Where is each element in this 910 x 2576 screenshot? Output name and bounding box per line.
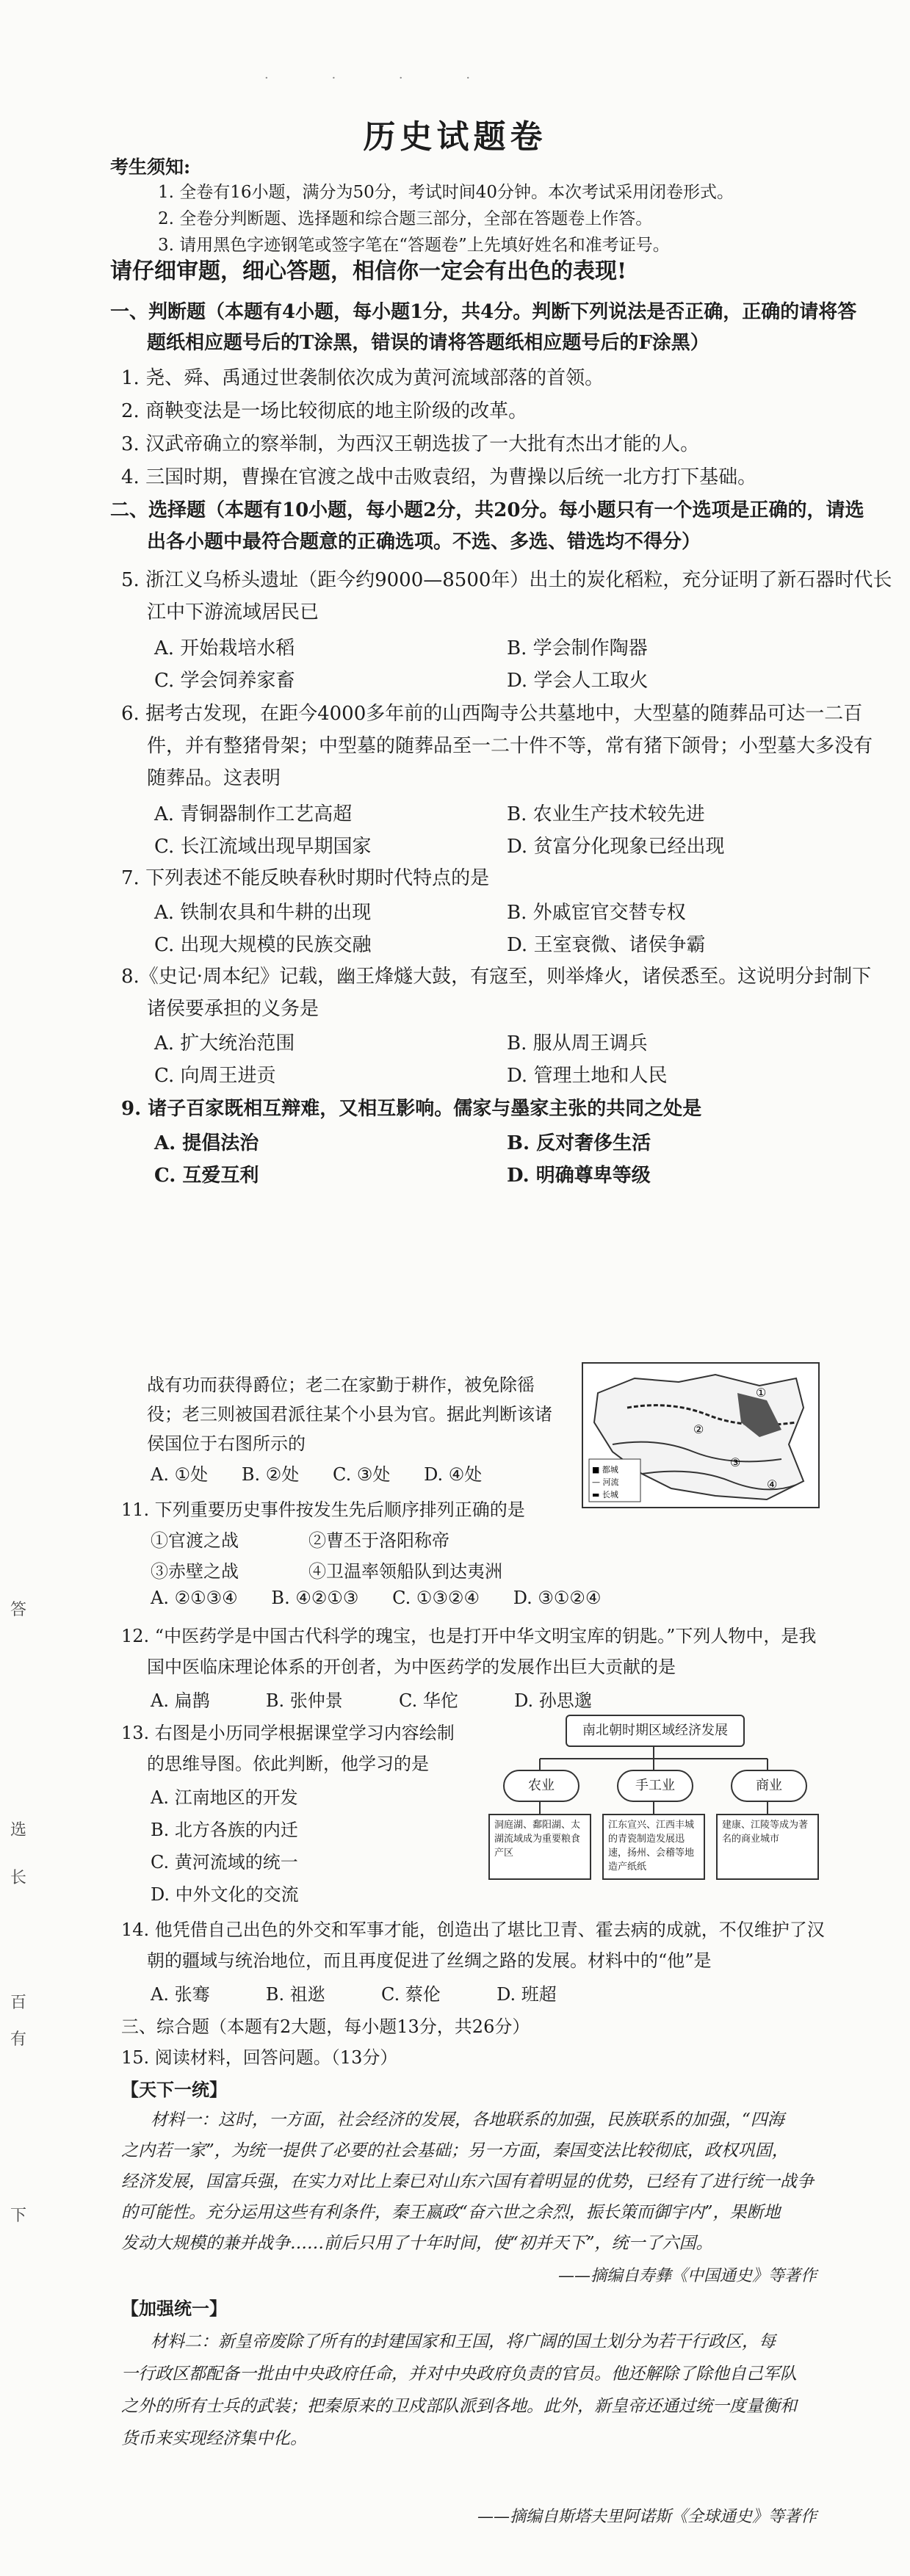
map-figure bbox=[582, 1362, 820, 1508]
part2-heading-2: 出各小题中最符合题意的正确选项。不选、多选、错选均不得分） bbox=[147, 531, 701, 553]
q7-stem: 7. 下列表述不能反映春秋时期时代特点的是 bbox=[121, 867, 490, 889]
margin-char-3: 长 bbox=[10, 1869, 27, 1887]
notice-item-1: 1. 全卷有16小题，满分为50分，考试时间40分钟。本次考试采用闭卷形式。 bbox=[158, 183, 734, 202]
q9-option-c: C. 互爱互利 bbox=[154, 1165, 259, 1187]
notice-heading: 考生须知: bbox=[110, 156, 191, 178]
q12-line-2: 国中医临床理论体系的开创者，为中医药学的发展作出巨大贡献的是 bbox=[147, 1657, 676, 1677]
q11-event-1: ①官渡之战 bbox=[151, 1530, 239, 1551]
material2-line-4: 货币来实现经济集中化。 bbox=[121, 2429, 307, 2448]
q8-stem-2: 诸侯要承担的义务是 bbox=[147, 998, 319, 1020]
q13-option-b: B. 北方各族的内迁 bbox=[151, 1820, 298, 1840]
notice-item-3: 3. 请用黑色字迹钢笔或签字笔在“答题卷”上先填好姓名和准考证号。 bbox=[158, 236, 670, 255]
q8-option-d: D. 管理土地和人民 bbox=[507, 1065, 668, 1087]
mindmap bbox=[485, 1715, 823, 1891]
q13-option-d: D. 中外文化的交流 bbox=[151, 1884, 299, 1905]
judge-item-4: 4. 三国时期，曹操在官渡之战中击败袁绍，为曹操以后统一北方打下基础。 bbox=[121, 466, 757, 488]
q5-option-b: B. 学会制作陶器 bbox=[507, 637, 648, 659]
q6-option-d: D. 贫富分化现象已经出现 bbox=[507, 836, 725, 858]
material1-line-2: 之内若一家”，为统一提供了必要的社会基础；另一方面，秦国变法比较彻底，政权巩固， bbox=[121, 2141, 789, 2160]
map-marker-3: ③ bbox=[730, 1455, 741, 1469]
q6-stem-3: 随葬品。这表明 bbox=[147, 767, 281, 789]
mindmap-root: 南北朝时期区域经济发展 bbox=[566, 1715, 745, 1747]
q9-option-d: D. 明确尊卑等级 bbox=[507, 1165, 651, 1187]
map-marker-4: ④ bbox=[767, 1477, 778, 1491]
block2-title: 【加强统一】 bbox=[121, 2298, 227, 2319]
material1-line-4: 的可能性。充分运用这些有利条件，秦王嬴政“奋六世之余烈，振长策而御宇内”，果断地 bbox=[121, 2203, 781, 2222]
part3-heading: 三、综合题（本题有2大题，每小题13分，共26分） bbox=[121, 2016, 530, 2037]
q9-option-b: B. 反对奢侈生活 bbox=[507, 1132, 651, 1154]
judge-item-2: 2. 商鞅变法是一场比较彻底的地主阶级的改革。 bbox=[121, 400, 528, 422]
material2-line-3: 之外的所有士兵的武装；把秦原来的卫戍部队派到各地。此外，新皇帝还通过统一度量衡和 bbox=[121, 2397, 797, 2416]
q7-option-c: C. 出现大规模的民族交融 bbox=[154, 934, 372, 956]
mindmap-branch-commerce: 商业 bbox=[731, 1770, 807, 1802]
q6-option-a: A. 青铜器制作工艺高超 bbox=[154, 803, 353, 825]
q12-options: A. 扁鹊 B. 张仲景 C. 华佗 D. 孙思邈 bbox=[151, 1690, 592, 1711]
top-marks: · · · · bbox=[264, 70, 500, 86]
q14-line-1: 14. 他凭借自己出色的外交和军事才能，创造出了堪比卫青、霍去病的成就，不仅维护了汉 bbox=[121, 1920, 825, 1940]
margin-char-2: 选 bbox=[10, 1821, 27, 1839]
part2-heading-1: 二、选择题（本题有10小题，每小题2分，共20分。每小题只有一个选项是正确的，请选 bbox=[110, 499, 864, 521]
mindmap-branch-handicraft: 手工业 bbox=[617, 1770, 693, 1802]
mindmap-branch-agriculture: 农业 bbox=[503, 1770, 579, 1802]
map-marker-2: ② bbox=[693, 1422, 704, 1436]
q8-option-b: B. 服从周王调兵 bbox=[507, 1032, 648, 1054]
notice-item-2: 2. 全卷分判断题、选择题和综合题三部分，全部在答题卷上作答。 bbox=[158, 209, 653, 228]
q6-stem-2: 件，并有整猪骨架；中型墓的随葬品至一二十件不等，常有猪下颌骨；小型墓大多没有 bbox=[147, 735, 873, 757]
q13-option-a: A. 江南地区的开发 bbox=[151, 1787, 298, 1808]
material1-line-5: 发动大规模的兼并战争……前后只用了十年时间，使“初并天下”，统一了六国。 bbox=[121, 2234, 713, 2253]
q5-stem-2: 江中下游流域居民已 bbox=[147, 601, 319, 623]
material2-source: ——摘编自斯塔夫里阿诺斯《全球通史》等著作 bbox=[477, 2508, 817, 2526]
q13-line-1: 13. 右图是小历同学根据课堂学习内容绘制 bbox=[121, 1723, 455, 1743]
material2-line-2: 一行政区都配备一批由中央政府任命，并对中央政府负责的官员。他还解除了除他自己军队 bbox=[121, 2365, 797, 2384]
q8-option-c: C. 向周王进贡 bbox=[154, 1065, 276, 1087]
q10-line-2: 役；老三则被国君派往某个小县为官。据此判断该诸 bbox=[147, 1404, 552, 1425]
q13-line-2: 的思维导图。依此判断，他学习的是 bbox=[147, 1754, 429, 1774]
q8-option-a: A. 扩大统治范围 bbox=[154, 1032, 295, 1054]
q11-event-2: ②曹丕于洛阳称帝 bbox=[308, 1530, 449, 1551]
material1-line-1: 材料一：这时，一方面，社会经济的发展，各地联系的加强，民族联系的加强，“四海 bbox=[151, 2110, 784, 2130]
q6-option-b: B. 农业生产技术较先进 bbox=[507, 803, 705, 825]
q15-stem: 15. 阅读材料，回答问题。（13分） bbox=[121, 2047, 398, 2068]
q5-option-c: C. 学会饲养家畜 bbox=[154, 670, 295, 692]
q12-line-1: 12. “中医药学是中国古代科学的瑰宝，也是打开中华文明宝库的钥匙。”下列人物中，是我 bbox=[121, 1626, 817, 1646]
margin-char-5: 有 bbox=[10, 2030, 27, 2049]
margin-char-1: 答 bbox=[10, 1601, 27, 1619]
q14-options: A. 张骞 B. 祖逖 C. 蔡伦 D. 班超 bbox=[151, 1984, 557, 2005]
q13-option-c: C. 黄河流域的统一 bbox=[151, 1852, 298, 1873]
margin-char-6: 下 bbox=[10, 2207, 27, 2225]
q5-option-a: A. 开始栽培水稻 bbox=[154, 637, 295, 659]
margin-char-4: 百 bbox=[10, 1994, 27, 2012]
q11-event-3: ③赤壁之战 bbox=[151, 1561, 239, 1582]
material1-source: ——摘编自寿彝《中国通史》等著作 bbox=[558, 2267, 817, 2285]
q7-option-a: A. 铁制农具和牛耕的出现 bbox=[154, 902, 372, 924]
map-marker-1: ① bbox=[756, 1386, 767, 1400]
judge-item-3: 3. 汉武帝确立的察举制，为西汉王朝选拔了一大批有杰出才能的人。 bbox=[121, 433, 700, 455]
q10-line-3: 侯国位于右图所示的 bbox=[147, 1433, 306, 1454]
q10-line-1: 战有功而获得爵位；老二在家勤于耕作，被免除徭 bbox=[147, 1375, 535, 1395]
q6-option-c: C. 长江流域出现早期国家 bbox=[154, 836, 372, 858]
material1-line-3: 经济发展，国富兵强，在实力对比上秦已对山东六国有着明显的优势，已经有了进行统一战争 bbox=[121, 2172, 814, 2191]
q11-stem: 11. 下列重要历史事件按发生先后顺序排列正确的是 bbox=[121, 1499, 525, 1520]
material2-line-1: 材料二：新皇帝废除了所有的封建国家和王国，将广阔的国土划分为若干行政区，每 bbox=[151, 2332, 776, 2351]
q9-stem: 9. 诸子百家既相互辩难，又相互影响。儒家与墨家主张的共同之处是 bbox=[121, 1098, 702, 1120]
map-svg bbox=[583, 1364, 818, 1507]
q5-option-d: D. 学会人工取火 bbox=[507, 670, 649, 692]
block1-title: 【天下一统】 bbox=[121, 2079, 227, 2100]
judge-item-1: 1. 尧、舜、禹通过世袭制依次成为黄河流域部落的首领。 bbox=[121, 367, 604, 389]
part1-heading-2: 题纸相应题号后的T涂黑，错误的请将答题纸相应题号后的F涂黑） bbox=[147, 332, 709, 354]
q6-stem-1: 6. 据考古发现，在距今4000多年前的山西陶寺公共墓地中，大型墓的随葬品可达一二百 bbox=[121, 703, 863, 725]
page-title: 历史试题卷 bbox=[363, 118, 547, 156]
q14-line-2: 朝的疆域与统治地位，而且再度促进了丝绸之路的发展。材料中的“他”是 bbox=[147, 1950, 712, 1971]
part1-heading-1: 一、判断题（本题有4小题，每小题1分，共4分。判断下列说法是否正确，正确的请将答 bbox=[110, 301, 857, 323]
mindmap-leaf-handicraft: 江东宣兴、江西丰城的青瓷制造发展迅速，扬州、会稽等地造产纸纸 bbox=[602, 1814, 705, 1880]
mindmap-leaf-commerce: 建康、江陵等成为著名的商业城市 bbox=[716, 1814, 819, 1880]
map-legend-river: — 河流 bbox=[592, 1477, 619, 1487]
encourage-text: 请仔细审题，细心答题，相信你一定会有出色的表现! bbox=[110, 258, 627, 284]
q8-stem-1: 8.《史记·周本纪》记载，幽王烽燧大鼓，有寇至，则举烽火，诸侯悉至。这说明分封制下 bbox=[121, 966, 872, 988]
q10-options: A. ①处 B. ②处 C. ③处 D. ④处 bbox=[151, 1464, 483, 1485]
q5-stem-1: 5. 浙江义乌桥头遗址（距今约9000—8500年）出土的炭化稻粒，充分证明了新石器时代长 bbox=[121, 569, 892, 591]
q7-option-b: B. 外戚宦官交替专权 bbox=[507, 902, 686, 924]
q11-event-4: ④卫温率领船队到达夷洲 bbox=[308, 1561, 502, 1582]
q9-option-a: A. 提倡法治 bbox=[154, 1132, 259, 1154]
map-legend-capital: ■ 都城 bbox=[592, 1465, 618, 1475]
map-legend-wall: ▬ 长城 bbox=[592, 1490, 618, 1499]
q7-option-d: D. 王室衰微、诸侯争霸 bbox=[507, 934, 706, 956]
mindmap-leaf-agriculture: 洞庭湖、鄱阳湖、太湖流域成为重要粮食产区 bbox=[488, 1814, 591, 1880]
q11-options: A. ②①③④ B. ④②①③ C. ①③②④ D. ③①②④ bbox=[151, 1588, 602, 1608]
